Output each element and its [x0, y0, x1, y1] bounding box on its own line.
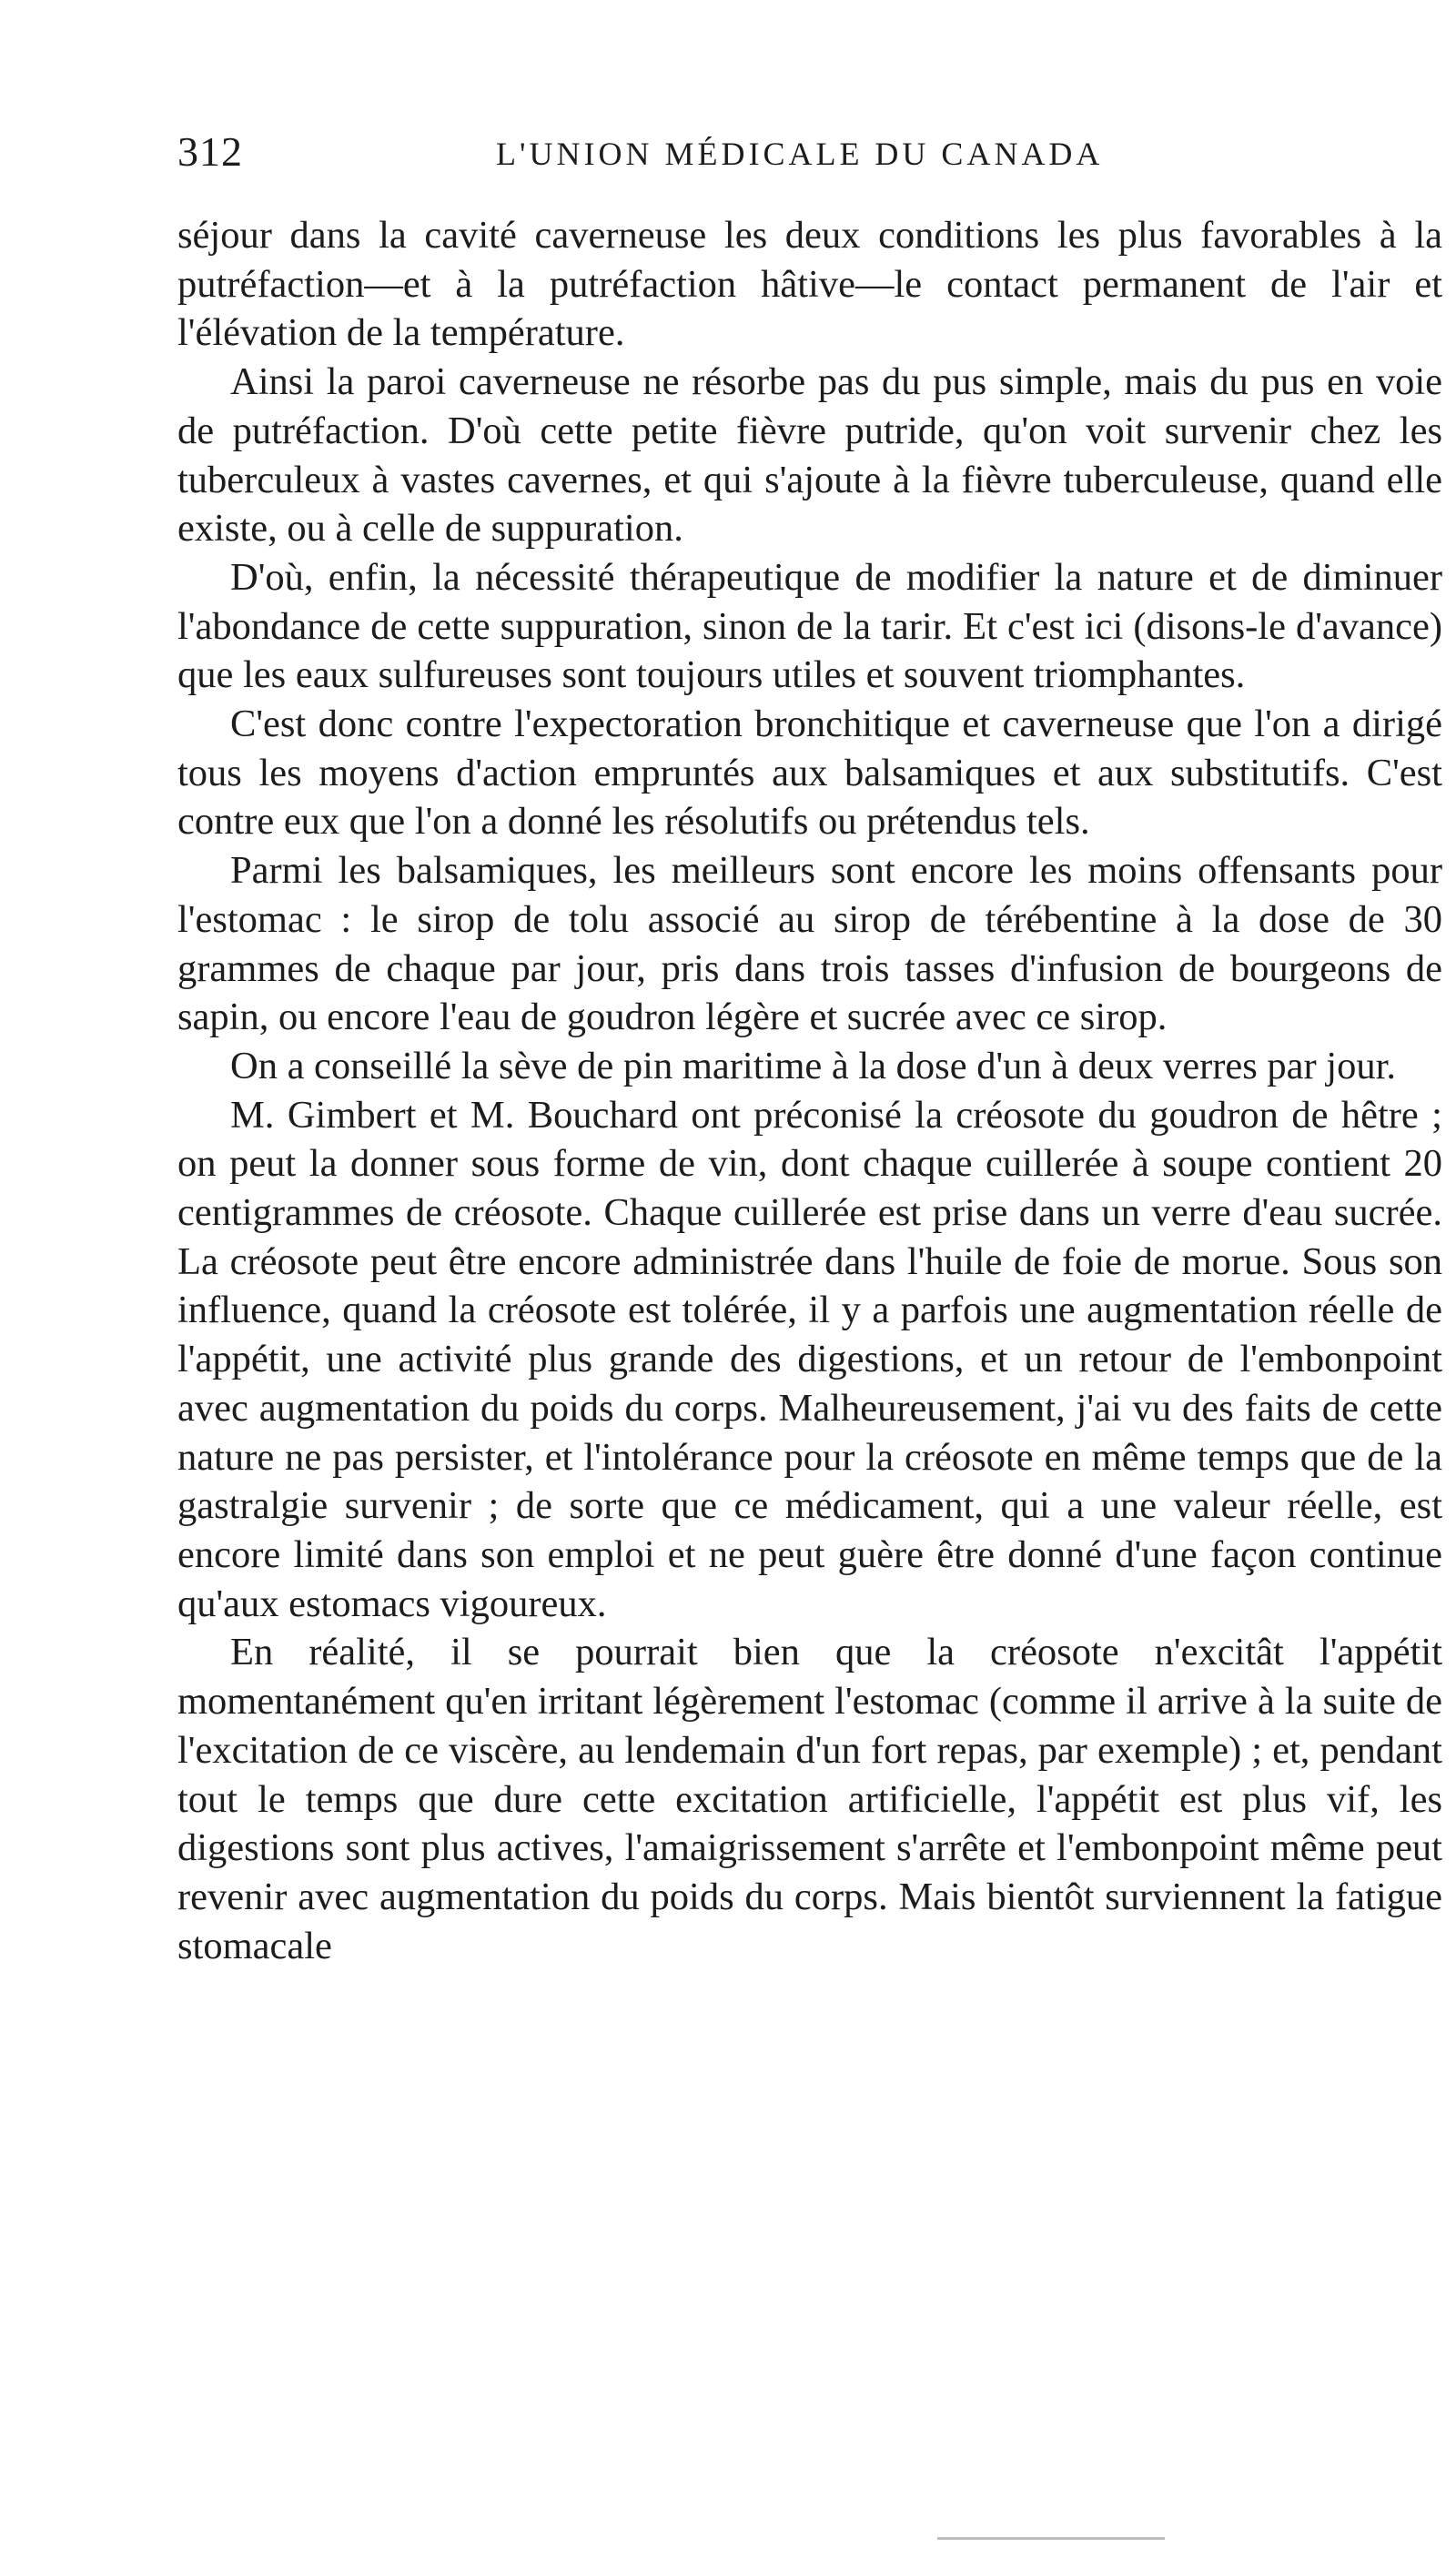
paragraph-therapeutic-necessity: D'où, enfin, la nécessité thérapeutique de modifier la nature et de diminuer l'abondance de cette suppuration, sinon de la tarir. Et c'est ici (disons-le d'avance) que les eaux sulfureuses sont toujours utiles et souvent triomphantes.	[177, 555, 1442, 697]
paragraph-continuation: séjour dans la cavité caverneuse les deux conditions les plus favorables à la putréfaction—et à la putréfaction hâtive—le contact permanent de l'air et l'élévation de la température.	[177, 214, 1442, 355]
page-number: 312	[177, 128, 243, 175]
paragraph-expectoration: C'est donc contre l'expectoration bronchitique et caverneuse que l'on a dirigé tous les moyens d'action empruntés aux balsamiques et aux substitutifs. C'est contre eux que l'on a donné les résolutifs ou prétendus tels.	[177, 703, 1442, 844]
paragraph-pine-sap: On a conseillé la sève de pin maritime à la dose d'un à deux verres par jour.	[230, 1044, 1397, 1087]
journal-title: L'UNION MÉDICALE DU CANADA	[496, 136, 1104, 172]
paragraph-in-reality: En réalité, il se pourrait bien que la créosote n'excitât l'appétit momentanément qu'en irritant légèrement l'estomac (comme il arrive à la suite de l'excitation de ce viscère, au lendemain d'un fort repas, par exemple) ; et, pendant tout le temps que dure cette excitation artificielle, l'appétit est plus vif, les digestions sont plus actives, l'amaigrissement s'arrête et l'embonpoint même peut revenir avec augmentation du poids du corps. Mais bientôt surviennent la fatigue stomacale	[177, 1631, 1442, 1967]
bottom-scan-mark	[937, 2537, 1165, 2540]
paragraph-putrid-fever: Ainsi la paroi caverneuse ne résorbe pas du pus simple, mais du pus en voie de putréfaction. D'où cette petite fièvre putride, qu'on voit survenir chez les tuberculeux à vastes cavernes, et qui s'ajoute à la fièvre tuberculeuse, quand elle existe, ou à celle de suppuration.	[177, 360, 1442, 551]
body-text	[177, 211, 1442, 1970]
paragraph-creosote: M. Gimbert et M. Bouchard ont préconisé la créosote du goudron de hêtre ; on peut la donner sous forme de vin, dont chaque cuillerée à soupe contient 20 centigrammes de créosote. Chaque cuillerée est prise dans un verre d'eau sucrée. La créosote peut être encore administrée dans l'huile de foie de morue. Sous son influence, quand la créosote est tolérée, il y a parfois une augmentation réelle de l'appétit, une activité plus grande des digestions, et un retour de l'embonpoint avec augmentation du poids du corps. Malheureusement, j'ai vu des faits de cette nature ne pas persister, et l'intolérance pour la créosote en même temps que de la gastralgie survenir ; de sorte que ce médicament, qui a une valeur réelle, est encore limité dans son emploi et ne peut guère être donné d'une façon continue qu'aux estomacs vigoureux.	[177, 1093, 1442, 1625]
paragraph-balsamics: Parmi les balsamiques, les meilleurs sont encore les moins offensants pour l'estomac : le sirop de tolu associé au sirop de térébentine à la dose de 30 grammes de chaque par jour, pris dans trois tasses d'infusion de bourgeons de sapin, ou encore l'eau de goudron légère et sucrée avec ce sirop.	[177, 849, 1442, 1039]
running-header	[177, 127, 1392, 182]
